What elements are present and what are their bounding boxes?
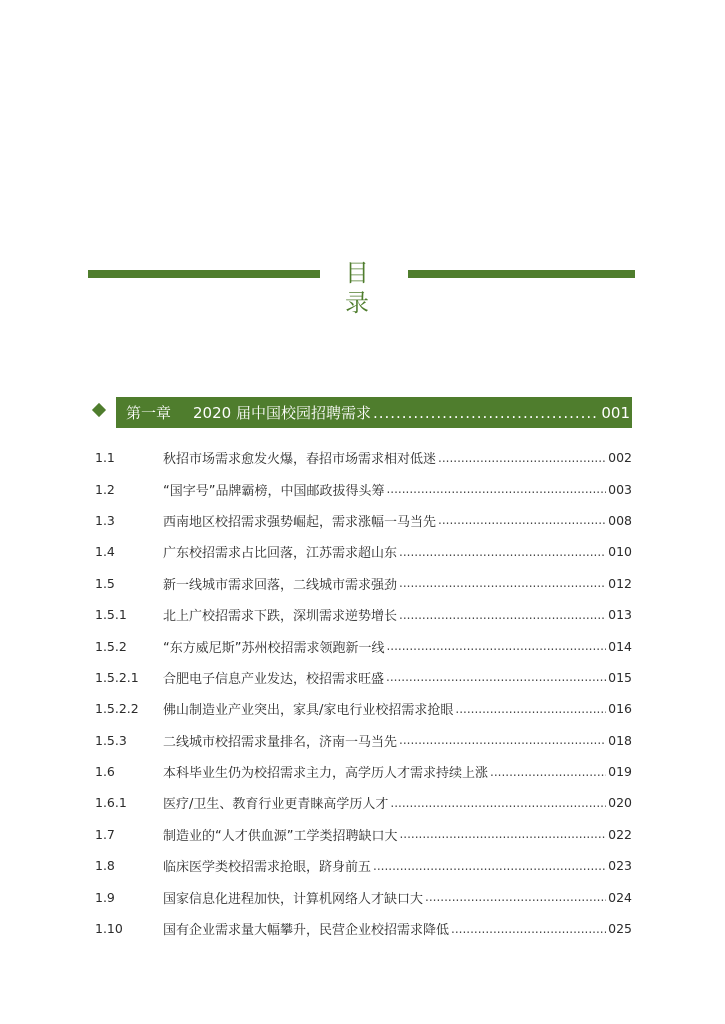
entry-number: 1.2 bbox=[95, 481, 115, 497]
toc-entry[interactable] bbox=[95, 881, 632, 912]
entry-number: 1.1 bbox=[95, 450, 115, 466]
toc-entry[interactable] bbox=[95, 725, 632, 756]
entry-page: 024 bbox=[608, 889, 632, 905]
entry-leader-dots bbox=[490, 765, 606, 779]
entry-title: 国有企业需求量大幅攀升，民营企业校招需求降低 bbox=[163, 923, 450, 939]
entry-number: 1.7 bbox=[95, 826, 115, 842]
toc-heading: 目录 bbox=[345, 259, 383, 317]
entry-title: 制造业的“人才供血源”工学类招聘缺口大 bbox=[163, 828, 398, 844]
entry-title: 国家信息化进程加快，计算机网络人才缺口大 bbox=[163, 891, 424, 907]
entry-title: 二线城市校招需求量排名，济南一马当先 bbox=[163, 734, 398, 750]
entry-leader-dots bbox=[390, 796, 606, 810]
chapter-entry[interactable] bbox=[116, 397, 632, 428]
entry-title: 合肥电子信息产业发达，校招需求旺盛 bbox=[163, 671, 385, 687]
chapter-page: 001 bbox=[601, 403, 630, 422]
heading-left-rule bbox=[88, 270, 320, 278]
entry-page: 018 bbox=[608, 732, 632, 748]
entry-leader-dots bbox=[373, 859, 606, 873]
entry-page: 016 bbox=[608, 701, 632, 717]
entry-number: 1.5.2.2 bbox=[95, 701, 139, 717]
entry-title: 北上广校招需求下跌，深圳需求逆势增长 bbox=[163, 609, 398, 625]
heading-right-rule bbox=[408, 270, 635, 278]
entry-page: 012 bbox=[608, 575, 632, 591]
entry-leader-dots bbox=[438, 451, 606, 465]
entry-number: 1.8 bbox=[95, 858, 115, 874]
toc-entry[interactable] bbox=[95, 787, 632, 818]
entry-number: 1.9 bbox=[95, 889, 115, 905]
entry-page: 013 bbox=[608, 607, 632, 623]
chapter-leader-dots bbox=[373, 404, 599, 422]
entry-title: 佛山制造业产业突出，家具/家电行业校招需求抢眼 bbox=[163, 703, 454, 719]
entry-number: 1.5.2.1 bbox=[95, 669, 139, 685]
entry-leader-dots bbox=[451, 922, 606, 936]
chapter-title: 2020 届中国校园招聘需求 bbox=[193, 404, 371, 422]
entry-number: 1.5.1 bbox=[95, 607, 127, 623]
entry-number: 1.5 bbox=[95, 575, 115, 591]
entry-page: 008 bbox=[608, 512, 632, 528]
toc-entry[interactable] bbox=[95, 630, 632, 661]
entry-leader-dots bbox=[455, 702, 606, 716]
entry-leader-dots bbox=[386, 639, 606, 653]
chapter-diamond-icon bbox=[92, 403, 106, 417]
entry-leader-dots bbox=[399, 545, 606, 559]
entry-leader-dots bbox=[386, 482, 606, 496]
entry-title: 秋招市场需求愈发火爆，春招市场需求相对低迷 bbox=[163, 452, 437, 468]
entry-page: 002 bbox=[608, 450, 632, 466]
toc-entry-list bbox=[95, 442, 632, 944]
entry-leader-dots bbox=[399, 576, 606, 590]
entry-title: 新一线城市需求回落，二线城市需求强劲 bbox=[163, 577, 398, 593]
entry-title: “东方威尼斯”苏州校招需求领跑新一线 bbox=[163, 640, 385, 656]
toc-entry[interactable] bbox=[95, 913, 632, 944]
toc-entry[interactable] bbox=[95, 850, 632, 881]
toc-entry[interactable] bbox=[95, 819, 632, 850]
toc-entry[interactable] bbox=[95, 473, 632, 504]
entry-number: 1.10 bbox=[95, 921, 123, 937]
entry-title: 本科毕业生仍为校招需求主力，高学历人才需求持续上涨 bbox=[163, 766, 489, 782]
chapter-number: 第一章 bbox=[126, 404, 172, 422]
entry-number: 1.5.3 bbox=[95, 732, 127, 748]
toc-entry[interactable] bbox=[95, 442, 632, 473]
entry-title: 医疗/卫生、教育行业更青睐高学历人才 bbox=[163, 797, 389, 813]
toc-entry[interactable] bbox=[95, 693, 632, 724]
entry-number: 1.4 bbox=[95, 544, 115, 560]
toc-entry[interactable] bbox=[95, 756, 632, 787]
entry-title: 临床医学类校招需求抢眼，跻身前五 bbox=[163, 860, 372, 876]
entry-page: 019 bbox=[608, 764, 632, 780]
entry-page: 025 bbox=[608, 921, 632, 937]
entry-number: 1.5.2 bbox=[95, 638, 127, 654]
entry-page: 020 bbox=[608, 795, 632, 811]
toc-entry[interactable] bbox=[95, 536, 632, 567]
entry-number: 1.3 bbox=[95, 512, 115, 528]
entry-page: 010 bbox=[608, 544, 632, 560]
entry-number: 1.6 bbox=[95, 764, 115, 780]
entry-page: 003 bbox=[608, 481, 632, 497]
entry-page: 014 bbox=[608, 638, 632, 654]
entry-page: 022 bbox=[608, 826, 632, 842]
toc-entry[interactable] bbox=[95, 505, 632, 536]
entry-leader-dots bbox=[399, 608, 606, 622]
entry-leader-dots bbox=[425, 890, 606, 904]
toc-heading-row bbox=[88, 258, 635, 317]
toc-entry[interactable] bbox=[95, 568, 632, 599]
toc-entry[interactable] bbox=[95, 662, 632, 693]
entry-title: 西南地区校招需求强势崛起，需求涨幅一马当先 bbox=[163, 514, 437, 530]
entry-title: 广东校招需求占比回落，江苏需求超山东 bbox=[163, 546, 398, 562]
entry-leader-dots bbox=[386, 670, 606, 684]
entry-number: 1.6.1 bbox=[95, 795, 127, 811]
toc-entry[interactable] bbox=[95, 599, 632, 630]
entry-leader-dots bbox=[399, 827, 606, 841]
entry-title: “国字号”品牌霸榜，中国邮政拔得头筹 bbox=[163, 483, 385, 499]
entry-leader-dots bbox=[438, 513, 606, 527]
entry-page: 023 bbox=[608, 858, 632, 874]
entry-leader-dots bbox=[399, 733, 606, 747]
entry-page: 015 bbox=[608, 669, 632, 685]
